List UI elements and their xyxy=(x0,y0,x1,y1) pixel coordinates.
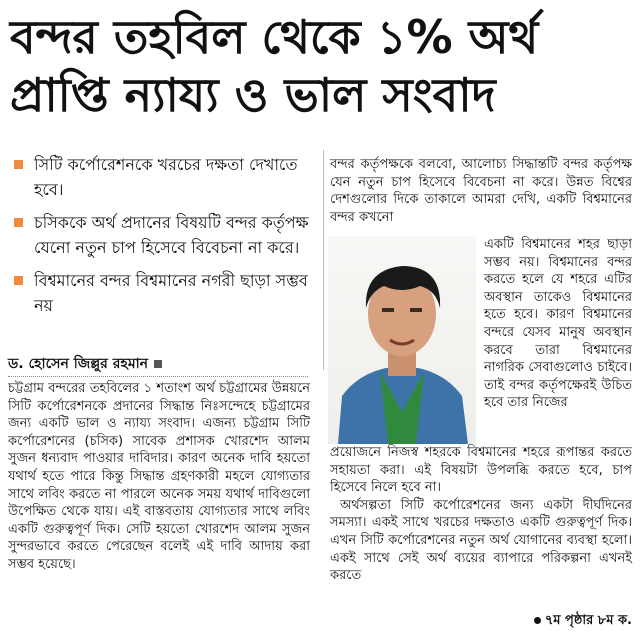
continued-on-page xyxy=(534,611,632,632)
right-column-narrow xyxy=(484,236,632,412)
right-column-top xyxy=(330,156,632,226)
right-column-narrow-text: একটি বিশ্বমানের শহর ছাড়া সম্ভব নয়। বিশ্বমানের বন্দর করতে হলে যে শহরে এটির অবস্থান তাকেও বিশ্বমানের হতে হবে। কারণ বিশ্বমানের বন্দরে যেসব মানুষ অবস্থান করবে তারা বিশ্বমানের নাগরিক সেবাগুলোও চাইবে। তাই বন্দর কর্তৃপক্ষেরই উচিত হবে তার নিজের xyxy=(484,237,632,411)
highlight-bullets xyxy=(12,152,312,326)
bullet-text: সিটি কর্পোরেশনকে খরচের দক্ষতা দেখাতে হবে। xyxy=(34,155,298,199)
bullet-square-icon xyxy=(14,276,23,285)
column-divider xyxy=(323,150,324,370)
left-column xyxy=(8,380,310,574)
headline-line-1: বন্দর তহবিল থেকে ১% অর্থ xyxy=(10,10,539,64)
bullet-square-icon xyxy=(14,218,23,227)
author-byline xyxy=(8,354,308,377)
continued-text: ৭ম পৃষ্ঠার ৮ম ক. xyxy=(544,613,632,628)
portrait-image xyxy=(328,236,476,444)
bullet-item xyxy=(12,210,312,260)
bullet-dot-icon xyxy=(534,617,541,624)
bullet-text: বিশ্বমানের বন্দর বিশ্বমানের নগরী ছাড়া সম্ভব নয় xyxy=(34,271,308,315)
headline xyxy=(10,8,634,124)
bullet-text: চসিককে অর্থ প্রদানের বিষয়টি বন্দর কর্তৃপক্ষ যেনো নতুন চাপ হিসেবে বিবেচনা না করে। xyxy=(34,213,309,257)
bullet-item xyxy=(12,268,312,318)
author-photo xyxy=(328,236,476,444)
right-column-bottom-text-1: প্রয়োজনে নিজস্ব শহরকে বিশ্বমানের শহরে রূপান্তর করতে সহায়তা করা। এই বিষয়টা উপলব্ধি করতে হবে, চাপ হিসেবে নিলে হবে না। xyxy=(330,445,632,496)
left-column-text: চট্টগ্রাম বন্দরের তহবিলের ১ শতাংশ অর্থ চট্টগ্রামের উন্নয়নে সিটি কর্পোরেশনকে প্রদানের সিদ্ধান্ত নিঃসন্দেহে চট্টগ্রামের জন্য একটি ভাল ও ন্যায্য সংবাদ। এজন্য চট্টগ্রাম সিটি কর্পোরেশনের (চসিক) সাবেক প্রশাসক খোরশেদ আলম সুজন ধন্যবাদ পাওয়ার দাবিদার। কারণ অনেক দাবি হয়তো যথার্থ হতে পারে কিন্তু সিদ্ধান্ত গ্রহণকারী মহলে যোগ্যতার সাথে লবিং করতে না পারলে অনেক সময় যথার্থ দাবিগুলো উপেক্ষিত থেকে যায়। এই বাস্তবতায় যোগ্যতার সাথে লবিং একটি গুরুত্বপূর্ণ দিক। সেটি হয়তো খোরশেদ আলম সুজন সুন্দরভাবে করতে পেরেছেন বলেই এই দাবি আদায় করা সম্ভব হয়েছে। xyxy=(8,381,310,572)
bullet-item xyxy=(12,152,312,202)
author-name: ড. হোসেন জিল্লুর রহমান xyxy=(8,356,149,372)
right-column-bottom-text-2: অর্থসল্পতা সিটি কর্পোরেশনের জন্য একটা দীর্ঘদিনের সমস্যা। একই সাথে খরচের দক্ষতাও একটি গুরুত্বপূর্ণ দিক। এখন সিটি কর্পোরেশনের নতুন অর্থ যোগানের ব্যবস্থা হলো। একই সাথে সেই অর্থ ব্যয়ের ব্যাপারে পরিকল্পনা এখনই করতে xyxy=(330,497,632,584)
right-column-bottom xyxy=(330,444,632,585)
right-column-top-text: বন্দর কর্তৃপক্ষকে বলবো, আলোচ্য সিদ্ধান্তটি বন্দর কর্তৃপক্ষ যেন নতুন চাপ হিসেবে বিবেচনা না করে। উন্নত বিশ্বের দেশগুলোর দিকে তাকালে আমরা দেখি, একটি বিশ্বমানের বন্দর কখনো xyxy=(330,157,632,225)
byline-square-icon xyxy=(154,360,162,368)
headline-line-2: প্রাপ্তি ন্যায্য ও ভাল সংবাদ xyxy=(10,68,496,122)
bullet-square-icon xyxy=(14,160,23,169)
